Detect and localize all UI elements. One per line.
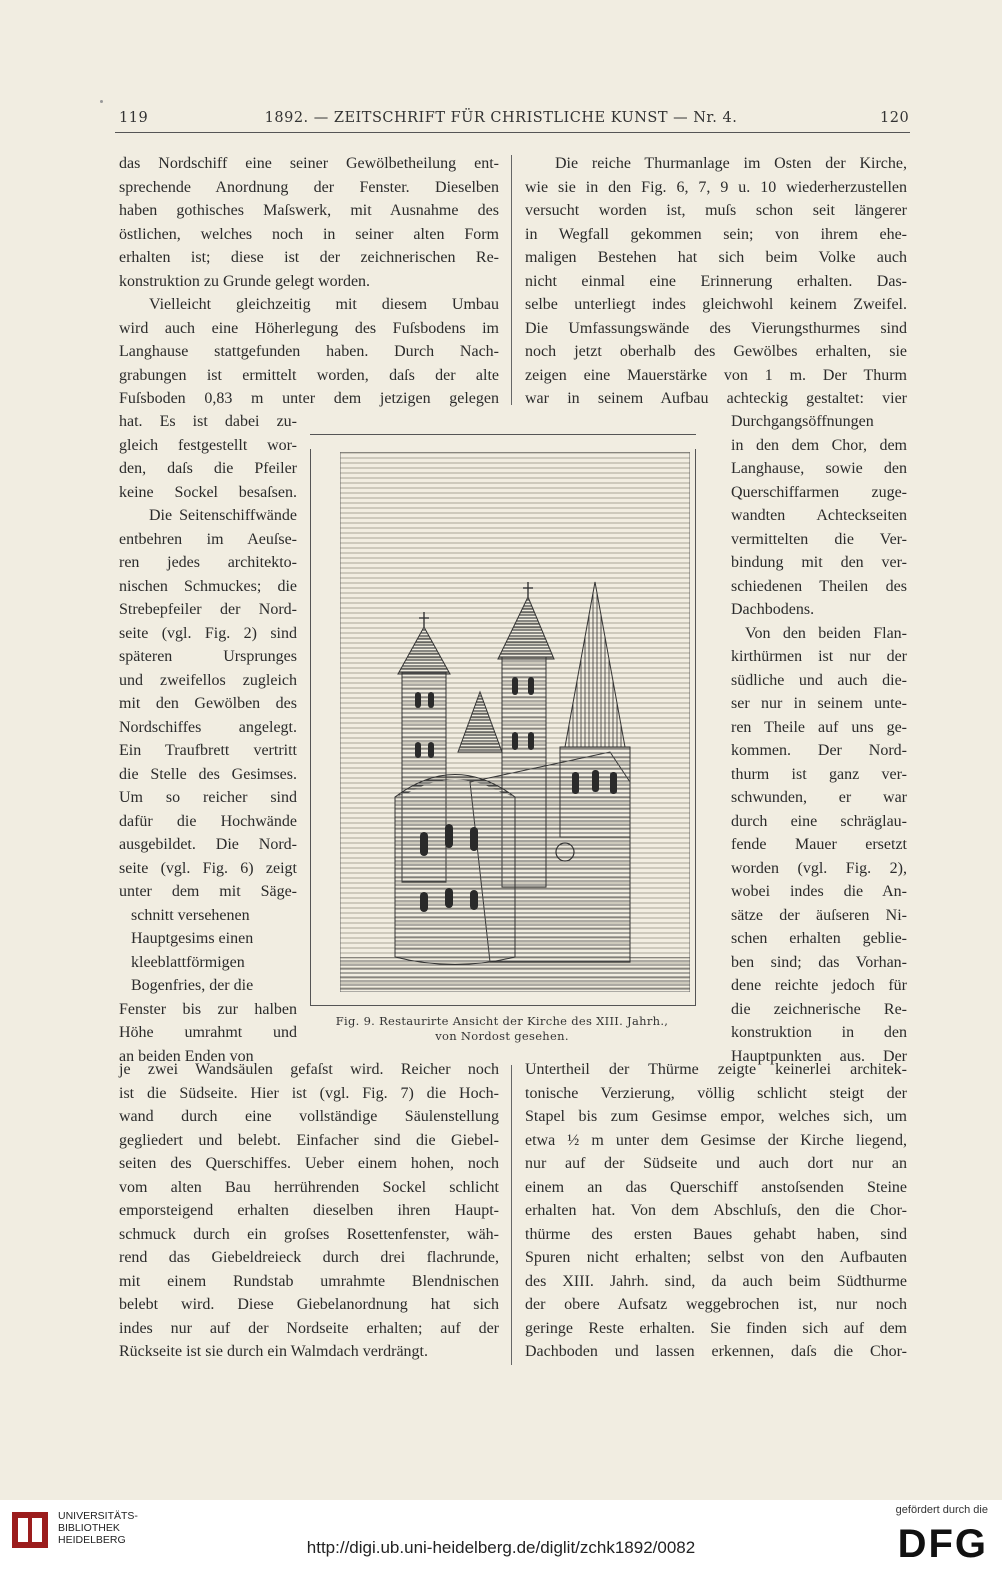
text-line: geringe Reste erhalten. Sie finden sich auf dem — [525, 1319, 907, 1337]
text-line: Querschiffarmen zuge- — [731, 483, 907, 501]
text-line: seiten des Querschiffes. Ueber einem hohen, noch — [119, 1155, 499, 1172]
text-line: thurm ist ganz ver- — [731, 765, 907, 783]
text-line: konstruktion in den — [731, 1024, 907, 1041]
text-line: Stapel bis zum Gesimse empor, welches sich, um — [525, 1108, 907, 1125]
text-line: je zwei Wandsäulen gefaſst wird. Reicher noch — [119, 1061, 499, 1078]
text-line: Strebepfeiler der Nord- — [119, 601, 297, 618]
text-line: kirthürmen ist nur der — [731, 648, 907, 665]
text-line: kommen. Der Nord- — [731, 742, 907, 759]
text-line: erhalten ist; diese ist der zeichnerischen Re- — [119, 249, 499, 266]
text-line: des XIII. Jahrh. sind, da auch beim Südthurme — [525, 1272, 907, 1290]
text-line: Langhause, sowie den — [731, 460, 907, 477]
caption-line: von Nordost gesehen. — [435, 1029, 569, 1043]
text-line: maligen Bestehen hat sich beim Volke auch — [525, 249, 907, 266]
text-line: der obere Aufsatz weggebrochen ist, nur noch — [525, 1296, 907, 1313]
text-line: thürme des ersten Baues gehabt haben, sind — [525, 1225, 907, 1243]
text-line: Die Umfassungswände des Vierungsthurmes sind — [525, 319, 907, 337]
text-line: zeigen eine Mauerstärke von 1 m. Der Thurm — [525, 366, 907, 384]
running-title: 1892. — ZEITSCHRIFT FÜR CHRISTLICHE KUNST — Nr. 4. — [264, 110, 738, 126]
text-line: Durchgangsöffnungen — [731, 413, 874, 430]
text-line: Fuſsboden 0,83 m unter dem jetzigen gelegen — [119, 390, 499, 407]
text-line: fende Mauer ersetzt — [731, 836, 907, 853]
text-line: wie sie in den Fig. 6, 7, 9 u. 10 wiederherzustellen — [525, 178, 907, 196]
text-line: schnitt versehenen — [131, 906, 250, 924]
text-line: schwunden, er war — [731, 789, 907, 806]
text-line: südliche und auch die- — [731, 671, 907, 689]
text-line: schmuck durch ein groſses Rosettenfenster, wäh- — [119, 1225, 499, 1243]
text-line: Vielleicht gleichzeitig mit diesem Umbau — [149, 296, 499, 313]
scan-speck — [100, 100, 103, 103]
text-line: grabungen ist ermittelt worden, daſs der alte — [119, 366, 499, 384]
text-line: haben gothisches Maſswerk, mit Ausnahme des — [119, 202, 499, 219]
page-number-left: 119 — [119, 110, 149, 126]
text-line: hat. Es ist dabei zu- — [119, 413, 297, 430]
text-line: Hauptgesims einen — [131, 930, 254, 947]
text-line: in Wegfall gekommen sein; von ihrem ehe- — [525, 225, 907, 243]
text-line: Langhause stattgefunden haben. Durch Nach- — [119, 343, 499, 360]
text-line: vermittelten die Ver- — [731, 530, 907, 548]
text-line: noch jetzt oberhalb des Gewölbes erhalten, sie — [525, 343, 907, 360]
text-line: ben sind; das Vorhan- — [731, 953, 907, 971]
text-line: Fenster bis zur halben — [119, 1000, 297, 1018]
column-divider-top — [511, 155, 512, 405]
page-number-right: 120 — [880, 110, 910, 126]
text-line: konstruktion zu Grunde gelegt worden. — [119, 272, 371, 290]
text-line: in den dem Chor, dem — [731, 436, 907, 454]
left-column-bottom — [119, 1058, 499, 1364]
text-line: Ein Traufbrett vertritt — [119, 742, 297, 759]
text-line: etwa ½ m unter dem Gesimse der Kirche liegend, — [525, 1131, 907, 1149]
text-line: emporsteigend erhalten dieselben ihren Haupt- — [119, 1202, 499, 1219]
figure-caption — [312, 1014, 692, 1044]
left-column-top — [119, 152, 499, 411]
text-line: späteren Ursprunges — [119, 648, 297, 665]
text-line: ren jedes architekto- — [119, 554, 297, 571]
text-line: nur auf der Südseite und auch dort nur an — [525, 1155, 907, 1172]
text-line: belebt wird. Diese Giebelanordnung hat sich — [119, 1296, 499, 1313]
text-line: den, daſs die Pfeiler — [119, 460, 297, 477]
text-line: erhalten hat. Von dem Abschluſs, den die Chor- — [525, 1202, 907, 1219]
text-line: tonische Verzierung, völlig schlicht steigt der — [525, 1084, 907, 1102]
text-line: mit einem Rundstab umrahmte Blendnischen — [119, 1272, 499, 1290]
text-line: östlichen, welches noch in seiner alten Form — [119, 225, 499, 243]
text-line: dafür die Hochwände — [119, 812, 297, 830]
right-column-bottom — [525, 1058, 907, 1364]
text-line: vom alten Bau herrührenden Sockel schlicht — [119, 1178, 499, 1196]
text-line: Höhe umrahmt und — [119, 1024, 297, 1041]
right-column-narrow — [731, 410, 907, 1068]
text-line: rend das Giebeldreieck durch drei flachrunde, — [119, 1249, 499, 1266]
text-line: schen erhalten geblie- — [731, 930, 907, 947]
text-line: Die Seitenschiffwände — [149, 507, 297, 524]
column-divider-bottom — [511, 1065, 512, 1365]
caption-line: Fig. 9. Restaurirte Ansicht der Kirche des XIII. Jahrh., — [335, 1014, 669, 1028]
church-engraving — [340, 452, 690, 992]
text-line: war in seinem Aufbau achteckig gestaltet: vier — [525, 390, 907, 407]
text-line: nicht einmal eine Erinnerung erhalten. Das- — [525, 272, 907, 290]
text-line: einem an das Querschiff anstoſsenden Steine — [525, 1178, 907, 1196]
text-line: Spuren nicht erhalten; selbst von den Aufbauten — [525, 1249, 907, 1266]
text-line: an beiden Enden von — [119, 1047, 254, 1065]
text-line: ausgebildet. Die Nord- — [119, 836, 297, 853]
text-line: entbehren im Aeuſse- — [119, 530, 297, 548]
text-line: und zweifellos zugleich — [119, 671, 297, 689]
text-line: schiedenen Theilen des — [731, 577, 907, 595]
header-rule — [115, 132, 910, 133]
text-line: das Nordschiff eine seiner Gewölbetheilung ent- — [119, 155, 499, 172]
text-line: keine Sockel besaſsen. — [119, 483, 297, 501]
text-line: Von den beiden Flan- — [745, 624, 907, 642]
text-line: Dachbodens. — [731, 601, 815, 618]
text-line: nischen Schmuckes; die — [119, 577, 297, 595]
text-line: bindung mit den ver- — [731, 554, 907, 571]
text-line: Bogenfries, der die — [131, 977, 254, 994]
library-line: BIBLIOTHEK — [58, 1522, 120, 1534]
text-line: gleich festgestellt wor- — [119, 436, 297, 454]
right-column-top — [525, 152, 907, 411]
apse — [395, 775, 515, 965]
text-line: Die reiche Thurmanlage im Osten der Kirche, — [555, 155, 907, 172]
text-line: mit den Gewölben des — [119, 695, 297, 712]
text-line: unter dem mit Säge- — [119, 883, 297, 900]
text-line: die Stelle des Gesimses. — [119, 765, 297, 783]
dfg-logo[interactable]: DFG — [897, 1522, 988, 1566]
figure-frame-right — [695, 449, 696, 1005]
text-line: versucht worden ist, muſs schon seit längerer — [525, 202, 907, 219]
text-line: gegliedert und belebt. Einfacher sind die Giebel- — [119, 1131, 499, 1149]
text-line: Hauptpunkten aus. Der — [731, 1047, 907, 1065]
text-line: dene reichte jedoch für — [731, 977, 907, 994]
text-line: durch eine schräglau- — [731, 812, 907, 830]
text-line: seite (vgl. Fig. 6) zeigt — [119, 859, 297, 877]
text-line: ist die Südseite. Hier ist (vgl. Fig. 7) die Hoch- — [119, 1084, 499, 1102]
library-line: HEIDELBERG — [58, 1534, 126, 1546]
text-line: ser nur in seinem unte- — [731, 695, 907, 712]
viewer-footer — [0, 1500, 1002, 1572]
text-line: Untertheil der Thürme zeigte keinerlei architek- — [525, 1061, 907, 1078]
text-line: die zeichnerische Re- — [731, 1000, 907, 1018]
text-line: Rückseite ist sie durch ein Walmdach verdrängt. — [119, 1343, 428, 1360]
sponsor-label: gefördert durch die — [895, 1504, 988, 1516]
text-line: wird auch eine Höherlegung des Fuſsbodens im — [119, 319, 499, 337]
text-line: wobei indes die An- — [731, 883, 907, 900]
text-line: Um so reicher sind — [119, 789, 297, 806]
text-line: sätze der äuſseren Ni- — [731, 906, 907, 924]
text-line: ren Theile auf uns ge- — [731, 718, 907, 736]
text-line: worden (vgl. Fig. 2), — [731, 859, 907, 877]
permalink-url[interactable]: http://digi.ub.uni-heidelberg.de/diglit/zchk1892/0082 — [306, 1538, 696, 1557]
text-line: Nordschiffes angelegt. — [119, 718, 297, 736]
library-line: UNIVERSITÄTS- — [58, 1510, 138, 1522]
text-line: kleeblattförmigen — [131, 953, 245, 971]
text-line: selbe unterliegt indes gleichwohl keinem Zweifel. — [525, 296, 907, 313]
text-line: indes nur auf der Nordseite erhalten; auf der — [119, 1319, 499, 1337]
text-line: Dachboden und lassen erkennen, daſs die Chor- — [525, 1343, 907, 1360]
text-line: wand durch eine vollständige Säulenstellung — [119, 1108, 499, 1125]
text-line: wandten Achteckseiten — [731, 507, 907, 524]
figure-frame-left — [310, 449, 311, 1005]
left-column-narrow — [119, 410, 297, 1068]
text-line: sprechende Anordnung der Fenster. Dieselben — [119, 178, 499, 196]
text-line: seite (vgl. Fig. 2) sind — [119, 624, 297, 642]
